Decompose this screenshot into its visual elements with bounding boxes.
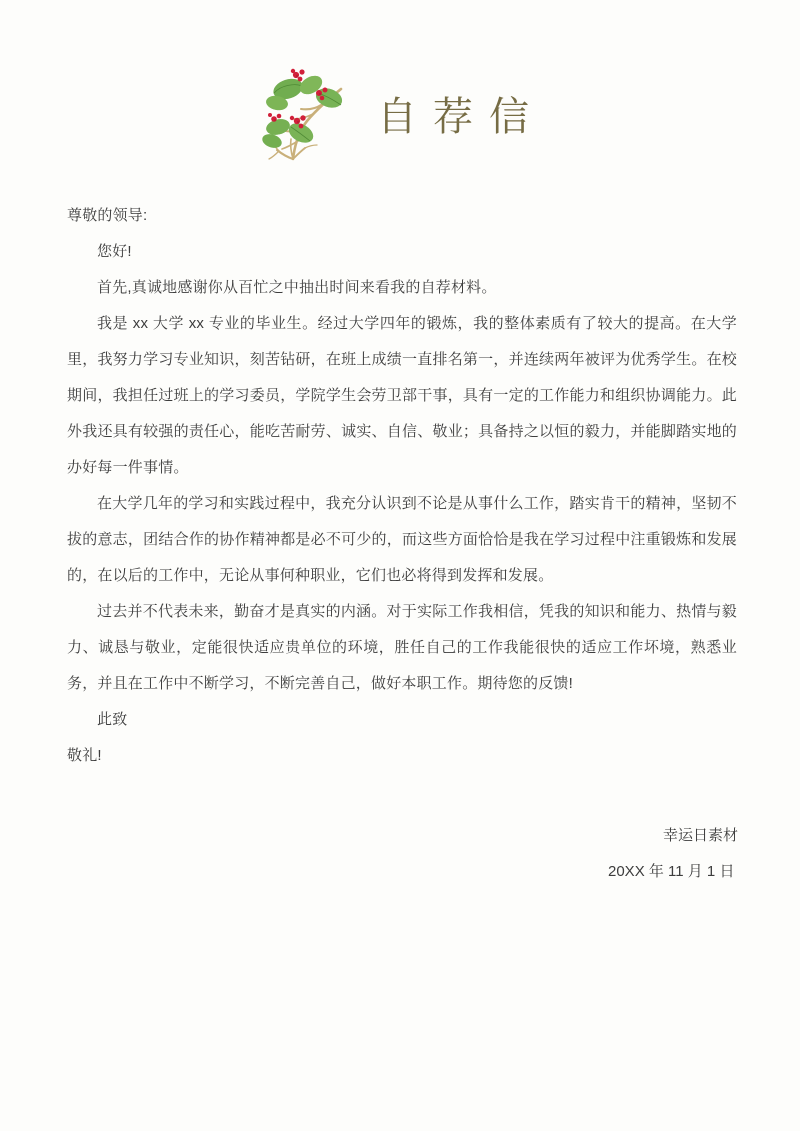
letter-paragraph-1: 首先,真诚地感谢你从百忙之中抽出时间来看我的自荐材料。: [97, 279, 497, 296]
closing-salute: 敬礼!: [67, 747, 102, 764]
greeting-line: 您好!: [97, 243, 132, 260]
letter-body: [67, 198, 737, 774]
signature-name: 幸运日素材: [662, 827, 738, 844]
letter-paragraph-3: 在大学几年的学习和实践过程中，我充分认识到不论是从事什么工作，踏实肯干的精神，坚韧不拔的意志，团结合作的协作精神都是必不可少的，而这些方面恰恰是我在学习过程中注重锻炼和发展的，在以后的工作中，无论从事何种职业，它们也必将得到发挥和发展。: [67, 495, 737, 584]
signature-block: [0, 818, 800, 890]
page-title: 自荐信: [377, 94, 545, 140]
title-inner-group: [255, 65, 545, 169]
document-header: [0, 62, 800, 172]
letter-paragraph-4: 过去并不代表未来，勤奋才是真实的内涵。对于实际工作我相信，凭我的知识和能力、热情与毅力、诚恳与敬业，定能很快适应贵单位的环境，胜任自己的工作我能很快的适应工作坏境，熟悉业务，并且在工作中不断学习，不断完善自己，做好本职工作。期待您的反馈!: [67, 603, 737, 692]
closing-phrase: 此致: [97, 711, 128, 728]
berry-branch-illustration-icon: [255, 65, 363, 169]
signature-date: 20XX 年 11 月 1 日: [608, 863, 735, 880]
letter-paragraph-2: 我是 xx 大学 xx 专业的毕业生。经过大学四年的锻炼，我的整体素质有了较大的提高。在大学里，我努力学习专业知识，刻苦钻研，在班上成绩一直排名第一，并连续两年被评为优秀学生。在校期间，我担任过班上的学习委员，学院学生会劳卫部干事，具有一定的工作能力和组织协调能力。此外我还具有较强的责任心，能吃苦耐劳、诚实、自信、敬业；具备持之以恒的毅力，并能脚踏实地的办好每一件事情。: [67, 315, 737, 476]
salutation-line: 尊敬的领导:: [67, 207, 148, 224]
